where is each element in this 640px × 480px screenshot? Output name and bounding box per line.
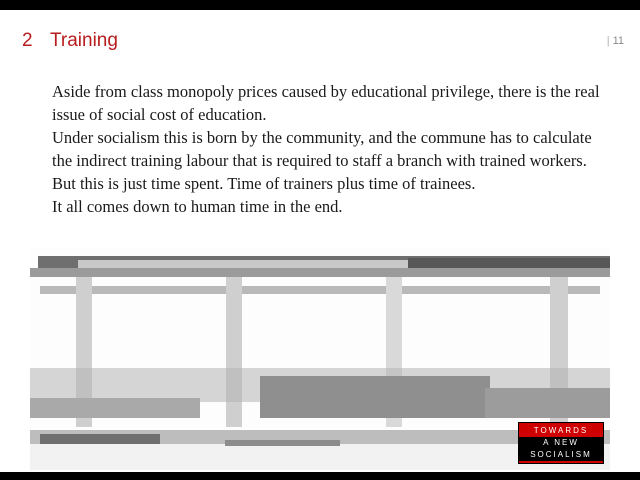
logo-line-3: SOCIALISM bbox=[519, 449, 603, 461]
logo-line-1: TOWARDS bbox=[533, 426, 589, 435]
image-rubble-center bbox=[260, 376, 490, 418]
letterbox-bottom bbox=[0, 472, 640, 480]
body-paragraph-4: It all comes down to human time in the end. bbox=[52, 197, 343, 216]
body-paragraph-2: Under socialism this is born by the community, and the commune has to calculate the indirect training labour that is required to staff a branch with trained workers. bbox=[52, 128, 592, 170]
slide-header-strip bbox=[0, 10, 640, 24]
slide bbox=[0, 10, 640, 472]
logo-line-2: A NEW bbox=[519, 437, 603, 449]
body-paragraph-1: Aside from class monopoly prices caused by educational privilege, there is the real issue of social cost of education. bbox=[52, 82, 600, 124]
page-number-separator: | bbox=[606, 35, 610, 47]
image-ground-shadow-center bbox=[225, 440, 340, 446]
page-number-value: 11 bbox=[612, 35, 624, 47]
body-paragraph-3: But this is just time spent. Time of trainers plus time of trainees. bbox=[52, 174, 476, 193]
section-number: 2 bbox=[22, 30, 33, 51]
image-column-2 bbox=[226, 277, 242, 427]
slide-title-row bbox=[0, 30, 640, 60]
image-beam bbox=[40, 286, 600, 294]
image-rubble-right bbox=[485, 388, 610, 418]
slide-image bbox=[30, 248, 610, 470]
image-rubble-left bbox=[30, 398, 200, 418]
page-number bbox=[607, 35, 624, 47]
slide-body bbox=[52, 80, 602, 218]
image-roof-underside bbox=[30, 268, 610, 277]
towards-a-new-socialism-logo bbox=[518, 422, 604, 464]
page-title: Training bbox=[50, 30, 118, 51]
image-ground-shadow-left bbox=[40, 434, 160, 444]
